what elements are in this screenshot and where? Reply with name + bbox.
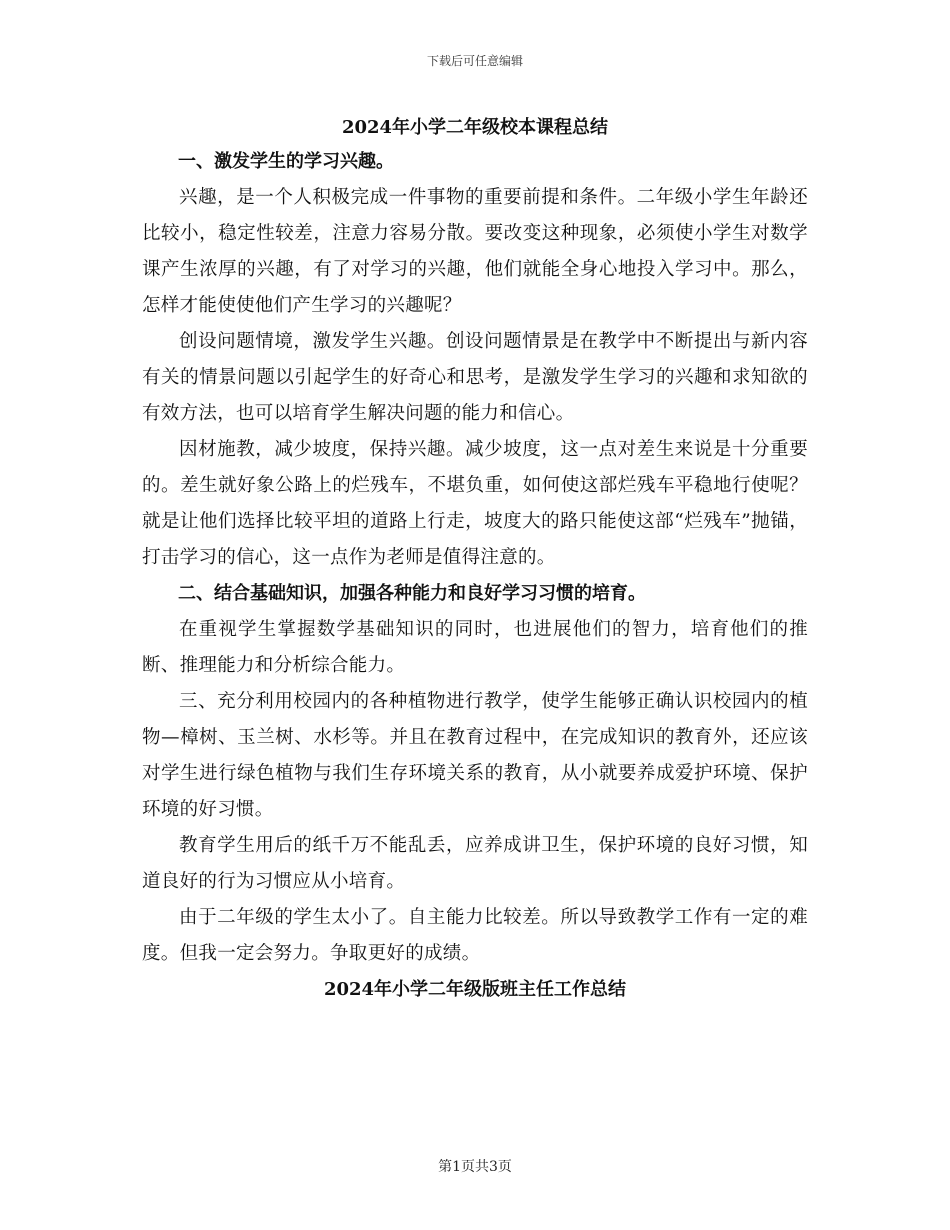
paragraph-1: 兴趣，是一个人积极完成一件事物的重要前提和条件。二年级小学生年龄还比较小，稳定性较差，注意力容易分散。要改变这种现象，必须使小学生对数学课产生浓厚的兴趣，有了对学习的兴趣，他们就能全身心地投入学习中。那么，怎样才能使使他们产生学习的兴趣呢？ [142,187,808,316]
second-document-title: 2024年小学二年级版班主任工作总结 [323,979,627,1000]
paragraph-2: 创设问题情境，激发学生兴趣。创设问题情景是在教学中不断提出与新内容有关的情景问题以引起学生的好奇心和思考，是激发学生学习的兴趣和求知欲的有效方法，也可以培育学生解决问题的能力和信心。 [142,331,808,424]
paragraph-4: 在重视学生掌握数学基础知识的同时，也进展他们的智力，培育他们的推断、推理能力和分析综合能力。 [142,619,808,676]
document-body [142,112,808,1006]
document-title: 2024年小学二年级校本课程总结 [341,117,609,138]
paragraph-3: 因材施教，减少坡度，保持兴趣。减少坡度，这一点对差生来说是十分重要的。差生就好象公路上的烂残车，不堪负重，如何使这部烂残车平稳地行使呢？就是让他们选择比较平坦的道路上行走，坡度大的路只能使这部“烂残车”抛锚，打击学习的信心，这一点作为老师是值得注意的。 [142,439,808,568]
section-heading-1: 一、激发学生的学习兴趣。 [178,151,394,172]
paragraph-6: 教育学生用后的纸千万不能乱丢，应养成讲卫生，保护环境的良好习惯，知道良好的行为习惯应从小培育。 [142,835,808,892]
paragraph-5: 三、充分利用校园内的各种植物进行教学，使学生能够正确认识校园内的植物—樟树、玉兰树、水杉等。并且在教育过程中，在完成知识的教育外，还应该对学生进行绿色植物与我们生存环境关系的教育，从小就要养成爱护环境、保护环境的好习惯。 [142,691,808,820]
page-header-note: 下载后可任意编辑 [426,54,523,68]
paragraph-7: 由于二年级的学生太小了。自主能力比较差。所以导致教学工作有一定的难度。但我一定会努力。争取更好的成绩。 [142,907,808,964]
section-heading-2: 二、结合基础知识，加强各种能力和良好学习习惯的培育。 [178,583,646,604]
page-number: 第1页共3页 [438,1159,512,1175]
